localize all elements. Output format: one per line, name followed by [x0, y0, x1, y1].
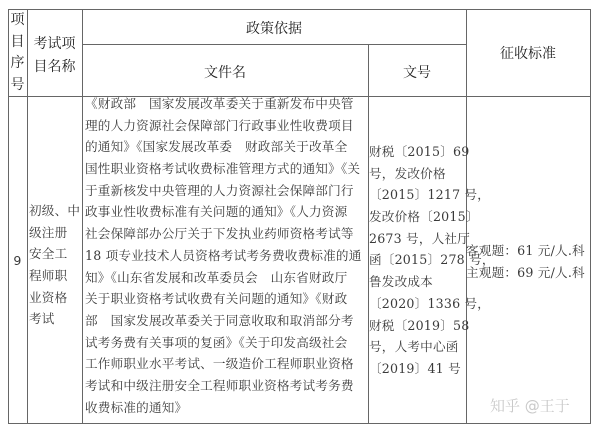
exam-name-line: 安全工 — [29, 246, 68, 262]
document-line: 社会保障部办公厅关于下发执业药师资格考试等 — [85, 226, 354, 242]
document-line: 于重新核发中央管理的人力资源社会保障部门行 — [85, 182, 354, 198]
document-line: 部 国家发展改革委关于同意收取和取消部分考 — [85, 312, 354, 328]
watermark: 知乎 @王于 — [490, 397, 570, 415]
header-document-name: 文件名 — [204, 65, 246, 81]
number-line: 〔2020〕1336 号， — [369, 295, 491, 311]
document-line: 关于职业资格考试收费有关问题的通知》《财政 — [85, 291, 348, 307]
number-line: 财税〔2015〕69 — [369, 144, 470, 159]
exam-name-line: 级注册 — [29, 224, 68, 240]
number-line: 发改价格〔2015〕 — [369, 209, 479, 225]
document-line: 收费标准的通知》 — [85, 399, 188, 415]
header-index-char: 项 — [10, 12, 25, 28]
document-line: 工作师职业水平考试、一级造价工程师职业资格 — [85, 356, 354, 372]
header-index — [8, 10, 27, 96]
header-index-char: 号 — [10, 76, 25, 93]
header-name-line: 考试项 — [33, 36, 76, 52]
document-line: 知》《山东省发展和改革委员会 山东省财政厅 — [85, 269, 348, 285]
header-policy-basis: 政策依据 — [246, 21, 302, 37]
document-line: 国性职业资格考试收费标准管理方式的通知》《关 — [85, 161, 361, 177]
fee-line: 客观题：61 元/人.科 — [466, 243, 585, 258]
number-line: 〔2019〕41 号 — [369, 360, 461, 376]
number-line: 函〔2015〕278 号， — [369, 252, 495, 268]
row-document-names — [85, 93, 362, 418]
exam-name-line: 初级、中 — [29, 203, 81, 218]
header-index-char: 目 — [10, 33, 25, 50]
number-line: 号，人考中心函 — [369, 339, 459, 355]
exam-name-line: 考试 — [29, 311, 55, 327]
row-index: 9 — [13, 253, 22, 268]
document-line: 18 项专业技术人员资格考试考务费收费标准的通 — [85, 247, 362, 263]
document-line: 理的人力资源社会保障部门行政事业性收费项目 — [85, 117, 354, 133]
exam-name-line: 程师职 — [29, 268, 68, 284]
document-line: 《财政部 国家发展改革委关于重新发布中央管 — [85, 96, 354, 111]
number-line: 鲁发改成本 — [369, 274, 433, 290]
row-fee-standard — [466, 240, 585, 283]
document-line: 政事业性收费标准有关问题的通知》《人力资源 — [85, 204, 348, 220]
document-line: 的通知》《国家发展改革委 财政部关于改革全 — [85, 139, 348, 155]
header-document-number: 文号 — [403, 65, 431, 81]
header-index-char: 序 — [10, 55, 25, 71]
header-fee-standard: 征收标准 — [500, 46, 556, 62]
document-line: 考试和中级注册安全工程师职业资格考试考务费 — [85, 377, 354, 393]
number-line: 〔2015〕1217 号， — [369, 187, 491, 203]
table-border-top — [8, 9, 590, 10]
header-divider — [82, 44, 466, 45]
number-line: 财税〔2019〕58 — [369, 317, 470, 333]
row-exam-name — [29, 200, 80, 330]
document-line: 试考务费有关事项的复函》《关于印发高级社会 — [85, 334, 348, 350]
header-name — [27, 33, 82, 79]
table-border-right — [590, 9, 591, 424]
exam-name-line: 业资格 — [29, 289, 68, 305]
fee-line: 主观题：69 元/人.科 — [466, 264, 585, 280]
number-line: 2673 号，人社厅 — [369, 230, 471, 246]
number-line: 号，发改价格 — [369, 165, 446, 181]
table-border-bottom — [8, 423, 590, 424]
header-name-line: 目名称 — [33, 59, 76, 75]
